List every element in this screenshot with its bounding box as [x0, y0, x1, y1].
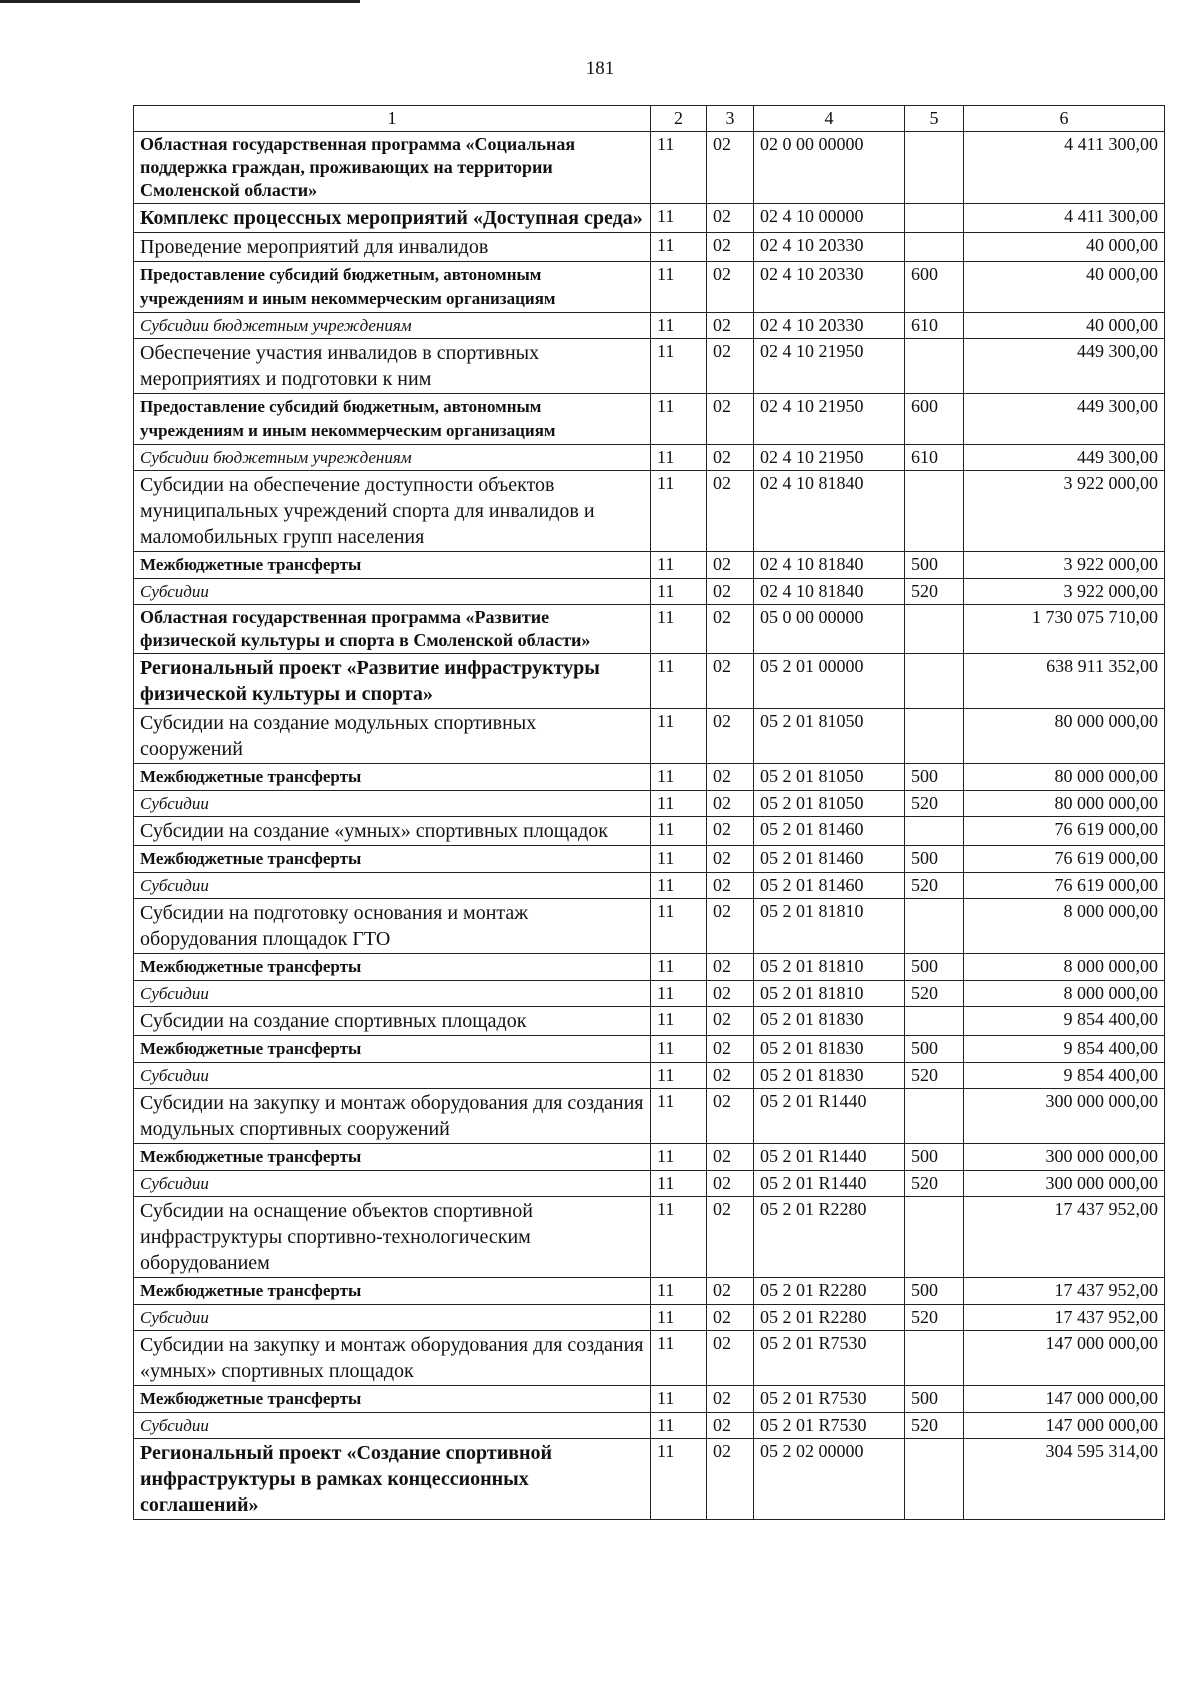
row-section: 11: [651, 204, 707, 233]
row-target-code: 05 2 01 00000: [754, 654, 905, 709]
row-expense-type: 520: [905, 1063, 964, 1089]
table-row: [134, 954, 1165, 981]
row-section: 11: [651, 1439, 707, 1520]
row-name: Субсидии на создание спортивных площадок: [134, 1007, 651, 1036]
row-target-code: 05 2 01 R1440: [754, 1144, 905, 1171]
row-section: 11: [651, 1305, 707, 1331]
row-expense-type: 520: [905, 1171, 964, 1197]
column-header-1: 1: [134, 106, 651, 132]
row-section: 11: [651, 445, 707, 471]
table-row: [134, 605, 1165, 654]
row-section: 11: [651, 899, 707, 954]
row-name: Областная государственная программа «Развитие физической культуры и спорта в Смоленской области»: [134, 605, 651, 654]
row-name: Межбюджетные трансферты: [134, 954, 651, 981]
row-name: Межбюджетные трансферты: [134, 1278, 651, 1305]
row-target-code: 05 2 01 R2280: [754, 1278, 905, 1305]
table-row: [134, 445, 1165, 471]
table-row: [134, 1089, 1165, 1144]
row-name: Субсидии на оснащение объектов спортивной инфраструктуры спортивно-технологическим оборудованием: [134, 1197, 651, 1278]
row-name: Субсидии: [134, 791, 651, 817]
row-amount: 638 911 352,00: [964, 654, 1165, 709]
row-target-code: 05 2 02 00000: [754, 1439, 905, 1520]
row-amount: 80 000 000,00: [964, 764, 1165, 791]
row-amount: 9 854 400,00: [964, 1036, 1165, 1063]
row-section: 11: [651, 579, 707, 605]
table-row: [134, 1305, 1165, 1331]
row-section: 11: [651, 1144, 707, 1171]
row-section: 11: [651, 846, 707, 873]
row-target-code: 05 2 01 81050: [754, 791, 905, 817]
row-target-code: 05 0 00 00000: [754, 605, 905, 654]
row-amount: 40 000,00: [964, 233, 1165, 262]
row-section: 11: [651, 394, 707, 445]
row-name: Субсидии: [134, 579, 651, 605]
row-name: Межбюджетные трансферты: [134, 1036, 651, 1063]
row-section: 11: [651, 817, 707, 846]
row-expense-type: 500: [905, 1386, 964, 1413]
column-number-row: [134, 106, 1165, 132]
row-subsection: 02: [707, 981, 754, 1007]
row-subsection: 02: [707, 471, 754, 552]
table-row: [134, 339, 1165, 394]
row-target-code: 02 4 10 21950: [754, 445, 905, 471]
row-section: 11: [651, 1331, 707, 1386]
row-amount: 8 000 000,00: [964, 981, 1165, 1007]
row-amount: 300 000 000,00: [964, 1089, 1165, 1144]
row-section: 11: [651, 954, 707, 981]
row-name: Проведение мероприятий для инвалидов: [134, 233, 651, 262]
row-name: Предоставление субсидий бюджетным, автономным учреждениям и иным некоммерческим организациям: [134, 262, 651, 313]
row-name: Субсидии бюджетным учреждениям: [134, 445, 651, 471]
table-row: [134, 1036, 1165, 1063]
row-target-code: 02 4 10 81840: [754, 471, 905, 552]
row-amount: 3 922 000,00: [964, 552, 1165, 579]
table-row: [134, 579, 1165, 605]
row-amount: 147 000 000,00: [964, 1413, 1165, 1439]
row-section: 11: [651, 1036, 707, 1063]
row-subsection: 02: [707, 954, 754, 981]
row-amount: 40 000,00: [964, 262, 1165, 313]
row-expense-type: 500: [905, 954, 964, 981]
row-subsection: 02: [707, 654, 754, 709]
row-subsection: 02: [707, 579, 754, 605]
table-row: [134, 817, 1165, 846]
column-header-3: 3: [707, 106, 754, 132]
table-row: [134, 471, 1165, 552]
row-name: Субсидии: [134, 873, 651, 899]
table-row: [134, 1331, 1165, 1386]
row-name: Субсидии на закупку и монтаж оборудования для создания «умных» спортивных площадок: [134, 1331, 651, 1386]
table-row: [134, 313, 1165, 339]
row-amount: 304 595 314,00: [964, 1439, 1165, 1520]
row-subsection: 02: [707, 1278, 754, 1305]
row-target-code: 02 4 10 00000: [754, 204, 905, 233]
row-amount: 3 922 000,00: [964, 471, 1165, 552]
row-target-code: 05 2 01 81460: [754, 846, 905, 873]
table-row: [134, 233, 1165, 262]
row-name: Субсидии бюджетным учреждениям: [134, 313, 651, 339]
row-subsection: 02: [707, 1386, 754, 1413]
row-subsection: 02: [707, 394, 754, 445]
budget-table: [133, 105, 1165, 1520]
row-amount: 147 000 000,00: [964, 1331, 1165, 1386]
column-header-4: 4: [754, 106, 905, 132]
row-section: 11: [651, 1386, 707, 1413]
row-name: Региональный проект «Создание спортивной инфраструктуры в рамках концессионных соглашений»: [134, 1439, 651, 1520]
row-amount: 147 000 000,00: [964, 1386, 1165, 1413]
table-row: [134, 791, 1165, 817]
table-row: [134, 1197, 1165, 1278]
page-number: 181: [585, 58, 615, 79]
row-section: 11: [651, 471, 707, 552]
row-name: Обеспечение участия инвалидов в спортивных мероприятиях и подготовки к ним: [134, 339, 651, 394]
row-target-code: 05 2 01 81050: [754, 764, 905, 791]
row-target-code: 05 2 01 R7530: [754, 1386, 905, 1413]
row-amount: 9 854 400,00: [964, 1007, 1165, 1036]
table-row: [134, 981, 1165, 1007]
row-section: 11: [651, 313, 707, 339]
row-amount: 449 300,00: [964, 394, 1165, 445]
row-expense-type: 610: [905, 445, 964, 471]
row-subsection: 02: [707, 846, 754, 873]
row-target-code: 05 2 01 R1440: [754, 1089, 905, 1144]
row-section: 11: [651, 1413, 707, 1439]
row-section: 11: [651, 654, 707, 709]
row-subsection: 02: [707, 1413, 754, 1439]
column-header-2: 2: [651, 106, 707, 132]
scan-edge-line: [0, 0, 360, 3]
row-target-code: 05 2 01 R1440: [754, 1171, 905, 1197]
row-expense-type: 610: [905, 313, 964, 339]
row-target-code: 05 2 01 R2280: [754, 1305, 905, 1331]
row-expense-type: [905, 709, 964, 764]
row-section: 11: [651, 873, 707, 899]
row-name: Межбюджетные трансферты: [134, 1144, 651, 1171]
row-expense-type: [905, 899, 964, 954]
row-section: 11: [651, 791, 707, 817]
table-row: [134, 1413, 1165, 1439]
row-subsection: 02: [707, 262, 754, 313]
row-name: Субсидии на создание модульных спортивных сооружений: [134, 709, 651, 764]
row-subsection: 02: [707, 1439, 754, 1520]
row-section: 11: [651, 233, 707, 262]
row-amount: 8 000 000,00: [964, 899, 1165, 954]
row-name: Субсидии: [134, 1413, 651, 1439]
row-subsection: 02: [707, 313, 754, 339]
row-subsection: 02: [707, 445, 754, 471]
row-target-code: 05 2 01 R2280: [754, 1197, 905, 1278]
row-expense-type: 500: [905, 1036, 964, 1063]
row-subsection: 02: [707, 817, 754, 846]
row-target-code: 05 2 01 R7530: [754, 1413, 905, 1439]
row-amount: 76 619 000,00: [964, 873, 1165, 899]
row-section: 11: [651, 1278, 707, 1305]
table-row: [134, 1171, 1165, 1197]
row-subsection: 02: [707, 873, 754, 899]
row-amount: 17 437 952,00: [964, 1197, 1165, 1278]
row-target-code: 02 4 10 21950: [754, 394, 905, 445]
row-expense-type: [905, 1197, 964, 1278]
table-row: [134, 394, 1165, 445]
row-section: 11: [651, 1007, 707, 1036]
row-amount: 17 437 952,00: [964, 1278, 1165, 1305]
row-amount: 1 730 075 710,00: [964, 605, 1165, 654]
row-expense-type: 520: [905, 791, 964, 817]
row-expense-type: [905, 471, 964, 552]
column-header-5: 5: [905, 106, 964, 132]
row-target-code: 05 2 01 81810: [754, 954, 905, 981]
row-expense-type: 520: [905, 981, 964, 1007]
row-name: Субсидии: [134, 1063, 651, 1089]
row-subsection: 02: [707, 899, 754, 954]
row-target-code: 05 2 01 R7530: [754, 1331, 905, 1386]
row-section: 11: [651, 1063, 707, 1089]
row-subsection: 02: [707, 709, 754, 764]
row-amount: 4 411 300,00: [964, 204, 1165, 233]
row-expense-type: [905, 1439, 964, 1520]
row-amount: 3 922 000,00: [964, 579, 1165, 605]
table-row: [134, 552, 1165, 579]
row-target-code: 05 2 01 81810: [754, 899, 905, 954]
row-amount: 76 619 000,00: [964, 846, 1165, 873]
row-subsection: 02: [707, 1171, 754, 1197]
table-row: [134, 1386, 1165, 1413]
row-expense-type: 600: [905, 262, 964, 313]
table-body: [134, 132, 1165, 1520]
row-subsection: 02: [707, 1063, 754, 1089]
row-target-code: 05 2 01 81810: [754, 981, 905, 1007]
row-name: Региональный проект «Развитие инфраструктуры физической культуры и спорта»: [134, 654, 651, 709]
row-target-code: 02 0 00 00000: [754, 132, 905, 204]
row-section: 11: [651, 764, 707, 791]
row-subsection: 02: [707, 1089, 754, 1144]
table-row: [134, 1007, 1165, 1036]
row-amount: 300 000 000,00: [964, 1171, 1165, 1197]
row-amount: 8 000 000,00: [964, 954, 1165, 981]
row-subsection: 02: [707, 339, 754, 394]
table-row: [134, 654, 1165, 709]
row-target-code: 02 4 10 20330: [754, 313, 905, 339]
row-expense-type: 600: [905, 394, 964, 445]
row-expense-type: [905, 605, 964, 654]
row-name: Субсидии: [134, 1305, 651, 1331]
row-section: 11: [651, 339, 707, 394]
row-subsection: 02: [707, 132, 754, 204]
row-name: Предоставление субсидий бюджетным, автономным учреждениям и иным некоммерческим организациям: [134, 394, 651, 445]
row-section: 11: [651, 132, 707, 204]
table-row: [134, 204, 1165, 233]
row-expense-type: [905, 817, 964, 846]
table-row: [134, 1439, 1165, 1520]
row-expense-type: [905, 204, 964, 233]
row-expense-type: 520: [905, 579, 964, 605]
row-target-code: 02 4 10 21950: [754, 339, 905, 394]
row-subsection: 02: [707, 791, 754, 817]
row-expense-type: 500: [905, 764, 964, 791]
row-subsection: 02: [707, 1305, 754, 1331]
row-expense-type: 520: [905, 1413, 964, 1439]
row-subsection: 02: [707, 1197, 754, 1278]
row-name: Межбюджетные трансферты: [134, 1386, 651, 1413]
row-amount: 449 300,00: [964, 445, 1165, 471]
row-expense-type: 520: [905, 1305, 964, 1331]
row-subsection: 02: [707, 1144, 754, 1171]
row-amount: 80 000 000,00: [964, 791, 1165, 817]
table-row: [134, 846, 1165, 873]
row-subsection: 02: [707, 1036, 754, 1063]
row-amount: 300 000 000,00: [964, 1144, 1165, 1171]
row-expense-type: [905, 1331, 964, 1386]
row-target-code: 02 4 10 81840: [754, 579, 905, 605]
row-expense-type: 520: [905, 873, 964, 899]
row-expense-type: [905, 654, 964, 709]
row-section: 11: [651, 1171, 707, 1197]
row-section: 11: [651, 981, 707, 1007]
row-expense-type: 500: [905, 846, 964, 873]
row-target-code: 05 2 01 81830: [754, 1007, 905, 1036]
row-target-code: 05 2 01 81830: [754, 1063, 905, 1089]
row-expense-type: [905, 1089, 964, 1144]
row-subsection: 02: [707, 764, 754, 791]
table-row: [134, 1278, 1165, 1305]
row-target-code: 05 2 01 81050: [754, 709, 905, 764]
row-name: Межбюджетные трансферты: [134, 846, 651, 873]
row-section: 11: [651, 1197, 707, 1278]
row-section: 11: [651, 605, 707, 654]
row-target-code: 05 2 01 81460: [754, 817, 905, 846]
row-target-code: 05 2 01 81830: [754, 1036, 905, 1063]
row-name: Субсидии на обеспечение доступности объектов муниципальных учреждений спорта для инвалидов и маломобильных групп населения: [134, 471, 651, 552]
row-amount: 76 619 000,00: [964, 817, 1165, 846]
row-name: Субсидии на подготовку основания и монтаж оборудования площадок ГТО: [134, 899, 651, 954]
row-target-code: 02 4 10 20330: [754, 262, 905, 313]
row-name: Областная государственная программа «Социальная поддержка граждан, проживающих на территории Смоленской области»: [134, 132, 651, 204]
row-expense-type: 500: [905, 1144, 964, 1171]
row-expense-type: [905, 1007, 964, 1036]
row-subsection: 02: [707, 605, 754, 654]
row-name: Межбюджетные трансферты: [134, 764, 651, 791]
row-name: Межбюджетные трансферты: [134, 552, 651, 579]
table-row: [134, 899, 1165, 954]
row-amount: 449 300,00: [964, 339, 1165, 394]
row-name: Субсидии: [134, 1171, 651, 1197]
row-expense-type: 500: [905, 1278, 964, 1305]
row-subsection: 02: [707, 1007, 754, 1036]
row-section: 11: [651, 709, 707, 764]
row-subsection: 02: [707, 233, 754, 262]
table-row: [134, 709, 1165, 764]
row-target-code: 02 4 10 81840: [754, 552, 905, 579]
row-subsection: 02: [707, 204, 754, 233]
table-row: [134, 132, 1165, 204]
row-subsection: 02: [707, 1331, 754, 1386]
row-amount: 40 000,00: [964, 313, 1165, 339]
row-target-code: 02 4 10 20330: [754, 233, 905, 262]
row-amount: 80 000 000,00: [964, 709, 1165, 764]
row-expense-type: [905, 339, 964, 394]
row-name: Субсидии на создание «умных» спортивных площадок: [134, 817, 651, 846]
row-amount: 17 437 952,00: [964, 1305, 1165, 1331]
table-row: [134, 262, 1165, 313]
table-row: [134, 1063, 1165, 1089]
row-subsection: 02: [707, 552, 754, 579]
row-name: Комплекс процессных мероприятий «Доступная среда»: [134, 204, 651, 233]
table-row: [134, 1144, 1165, 1171]
row-name: Субсидии: [134, 981, 651, 1007]
row-expense-type: [905, 233, 964, 262]
column-header-6: 6: [964, 106, 1165, 132]
row-amount: 9 854 400,00: [964, 1063, 1165, 1089]
table-row: [134, 873, 1165, 899]
table-row: [134, 764, 1165, 791]
row-name: Субсидии на закупку и монтаж оборудования для создания модульных спортивных сооружений: [134, 1089, 651, 1144]
row-expense-type: 500: [905, 552, 964, 579]
row-section: 11: [651, 262, 707, 313]
row-expense-type: [905, 132, 964, 204]
row-section: 11: [651, 1089, 707, 1144]
row-section: 11: [651, 552, 707, 579]
row-target-code: 05 2 01 81460: [754, 873, 905, 899]
row-amount: 4 411 300,00: [964, 132, 1165, 204]
